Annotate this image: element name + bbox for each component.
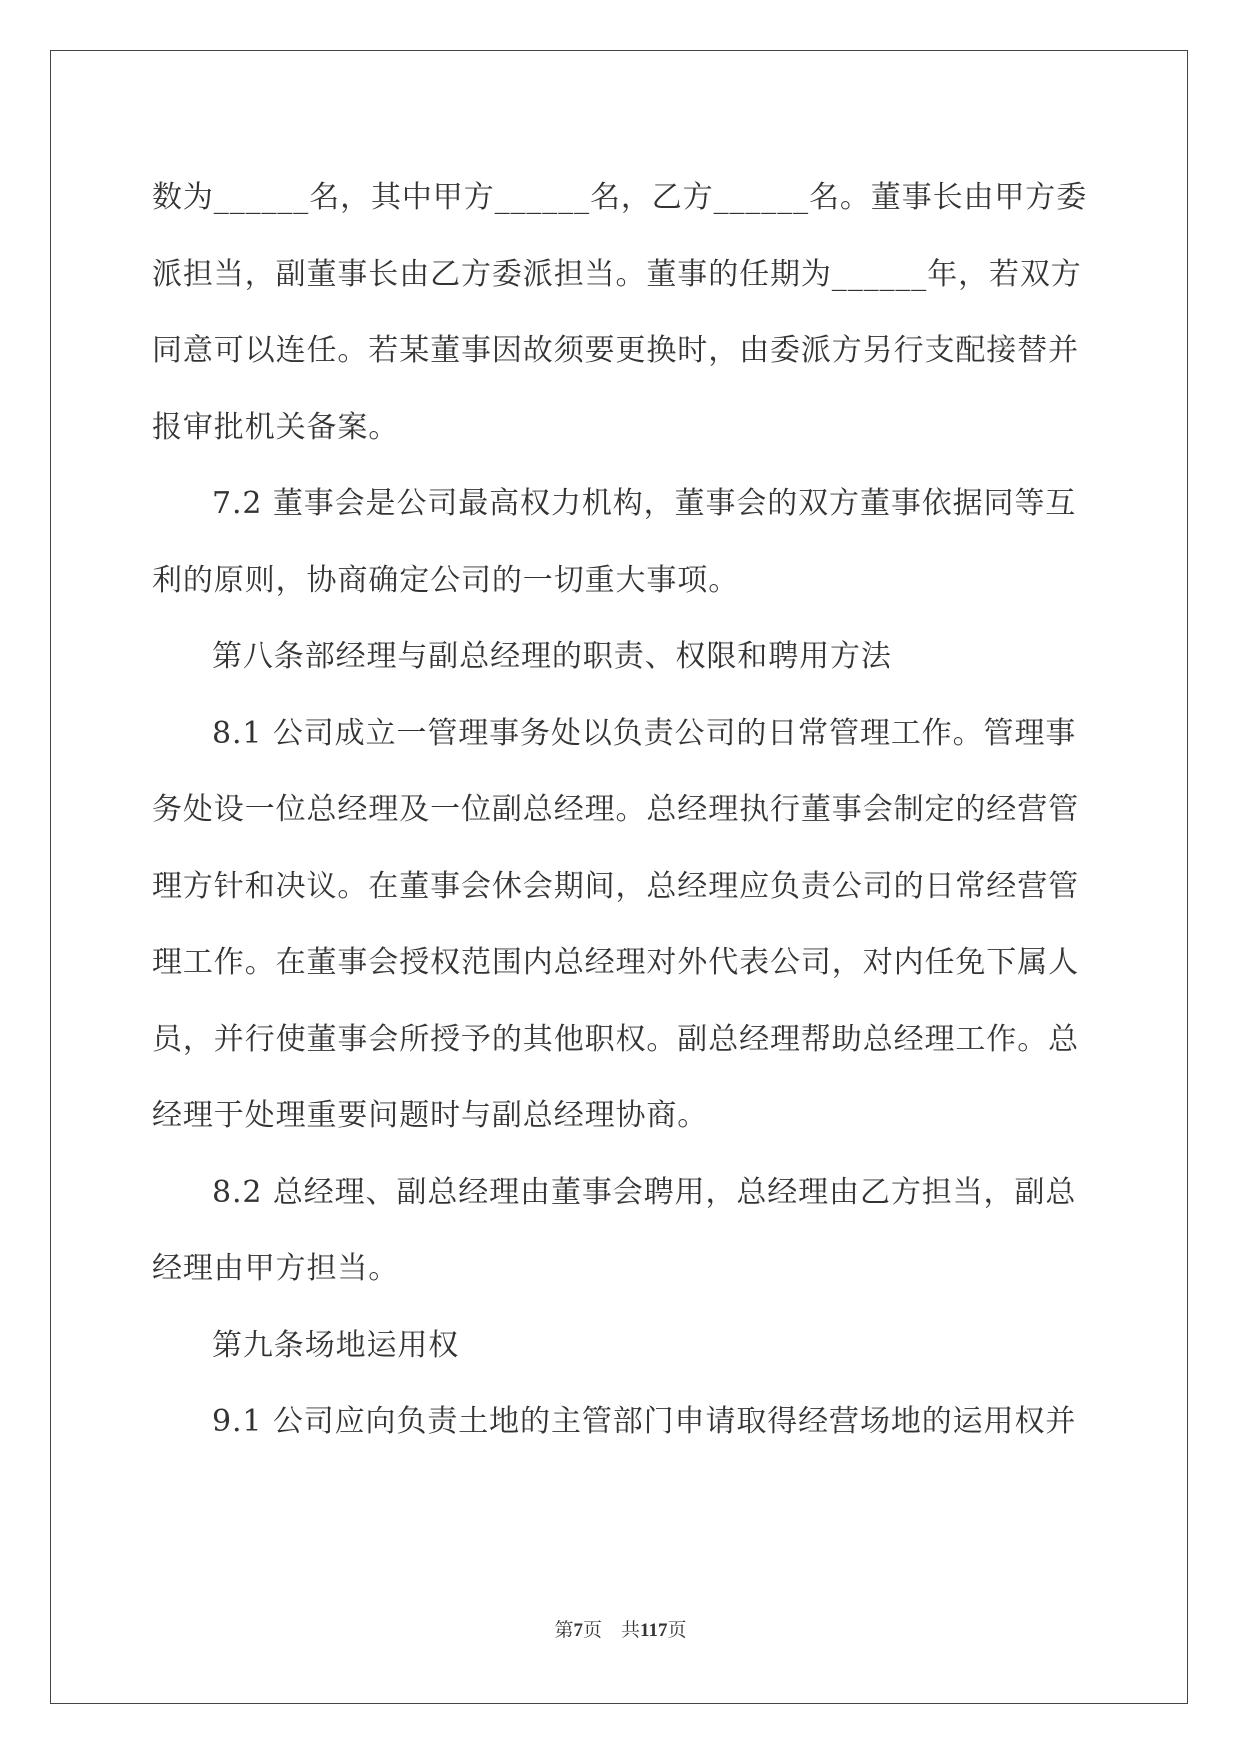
footer-page-prefix: 第 [554, 1619, 574, 1641]
footer-page-suffix: 页 [667, 1619, 687, 1641]
text-line: 8.2 总经理、副总经理由董事会聘用，总经理由乙方担当，副总 [212, 1174, 1077, 1210]
text-line: 经理于处理重要问题时与副总经理协商。 [152, 1098, 709, 1133]
text-line: 理方针和决议。在董事会休会期间，总经理应负责公司的日常经营管 [152, 868, 1079, 904]
footer-page-mid: 页 共 [583, 1619, 641, 1641]
text-line: 利的原则，协商确定公司的一切重大事项。 [152, 562, 740, 598]
text-line: 7.2 董事会是公司最高权力机构，董事会的双方董事依据同等互 [212, 486, 1077, 521]
text-line: 员，并行使董事会所授予的其他职权。副总经理帮助总经理工作。总 [152, 1021, 1079, 1057]
section-heading: 第八条部经理与副总经理的职责、权限和聘用方法 [212, 639, 892, 674]
section-heading: 第九条场地运用权 [212, 1327, 460, 1363]
footer-page-number: 7 [573, 1620, 584, 1641]
footer-total-pages: 117 [640, 1620, 668, 1641]
text-line: 报审批机关备案。 [152, 409, 400, 445]
text-line: 经理由甲方担当。 [152, 1251, 400, 1286]
text-line: 数为______名，其中甲方______名，乙方______名。董事长由甲方委 [152, 180, 1088, 215]
text-line: 务处设一位总经理及一位副总经理。总经理执行董事会制定的经营管 [152, 792, 1079, 827]
text-line: 同意可以连任。若某董事因故须要更换时，由委派方另行支配接替并 [152, 333, 1079, 368]
text-line: 理工作。在董事会授权范围内总经理对外代表公司，对内任免下属人 [152, 945, 1079, 980]
page-footer [0, 1615, 1241, 1642]
text-line: 8.1 公司成立一管理事务处以负责公司的日常管理工作。管理事 [212, 715, 1077, 751]
text-line: 派担当，副董事长由乙方委派担当。董事的任期为______年，若双方 [152, 256, 1082, 292]
text-line: 9.1 公司应向负责土地的主管部门申请取得经营场地的运用权并 [212, 1404, 1077, 1439]
document-body [152, 160, 1087, 1461]
